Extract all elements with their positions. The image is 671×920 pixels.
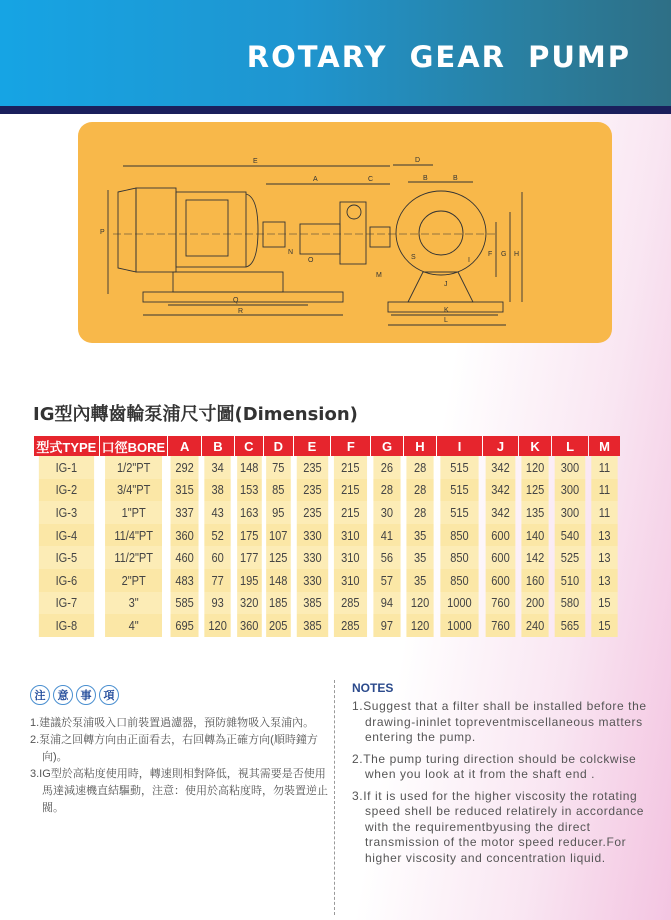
dimension-label: A: [313, 176, 318, 183]
notes-badges: [30, 685, 330, 705]
table-cell: 125: [266, 546, 290, 569]
table-cell: 540: [555, 524, 586, 547]
table-cell: 2"PT: [105, 569, 162, 592]
table-cell: 330: [296, 524, 327, 547]
table-cell: 760: [486, 592, 516, 615]
table-cell: 135: [521, 501, 548, 524]
table-cell: 300: [555, 479, 586, 502]
table-cell: 97: [374, 614, 401, 637]
table-cell: 585: [171, 592, 199, 615]
english-note-item: 2.The pump turing direction should be colckwise when you look at it from the shaft end .: [352, 751, 637, 781]
table-cell: 1000: [440, 614, 478, 637]
table-cell: 120: [406, 592, 433, 615]
notes-title: NOTES: [352, 681, 394, 695]
table-cell: 1000: [440, 592, 478, 615]
table-cell: 320: [237, 592, 261, 615]
motor-fan-cover: [118, 188, 136, 272]
table-cell: 148: [266, 569, 290, 592]
pump-casing: [340, 202, 366, 264]
table-cell: 120: [521, 456, 548, 479]
column-header: 口徑BORE: [100, 436, 167, 456]
table-cell: 107: [266, 524, 290, 547]
table-cell: IG-1: [39, 456, 94, 479]
dimension-label: B: [423, 175, 428, 182]
column-header: L: [552, 436, 588, 456]
column-header: E: [294, 436, 331, 456]
table-cell: 35: [406, 546, 433, 569]
table-cell: 330: [296, 569, 327, 592]
table-cell: 15: [591, 614, 617, 637]
table-cell: 695: [171, 614, 199, 637]
table-cell: 3": [105, 592, 162, 615]
table-row: [34, 569, 620, 592]
table-cell: 160: [521, 569, 548, 592]
table-row: [34, 592, 620, 615]
table-cell: 185: [266, 592, 290, 615]
table-cell: 11/4"PT: [105, 524, 162, 547]
coupling: [263, 222, 285, 247]
table-cell: 52: [205, 524, 232, 547]
dimension-label: I: [468, 257, 470, 264]
table-row: [34, 614, 620, 637]
table-cell: 13: [591, 569, 617, 592]
dimension-label: F: [488, 251, 493, 258]
table-cell: 125: [521, 479, 548, 502]
table-cell: 175: [237, 524, 261, 547]
column-header: 型式TYPE: [34, 436, 99, 456]
table-cell: 760: [486, 614, 516, 637]
table-header-row: [34, 436, 620, 456]
chinese-note-item: 3.IG型於高粘度使用時，轉速則相對降低，視其需要是否使用馬達減速機直結驅動，注意：使用於高粘度時，勿裝置逆止閥。: [30, 768, 328, 814]
pump-end-view: [396, 191, 486, 275]
table-cell: 153: [237, 479, 261, 502]
table-cell: 330: [296, 546, 327, 569]
table-row: [34, 501, 620, 524]
notes-divider: [334, 680, 335, 915]
table-cell: 163: [237, 501, 261, 524]
bearing-housing: [300, 224, 340, 254]
table-cell: 34: [205, 456, 232, 479]
table-cell: 11: [591, 479, 617, 502]
table-cell: 195: [237, 569, 261, 592]
table-cell: 75: [266, 456, 290, 479]
table-cell: 337: [171, 501, 199, 524]
dimension-label: O: [308, 257, 314, 264]
table-cell: 215: [334, 456, 367, 479]
table-cell: 43: [205, 501, 232, 524]
table-cell: 285: [334, 614, 367, 637]
table-cell: 300: [555, 456, 586, 479]
column-header: G: [371, 436, 403, 456]
table-cell: IG-3: [39, 501, 94, 524]
page-title: ROTARY GEAR PUMP: [246, 40, 631, 74]
table-cell: 285: [334, 592, 367, 615]
dimension-label: D: [415, 157, 421, 164]
header-banner: [0, 0, 671, 106]
table-row: [34, 479, 620, 502]
table-cell: 177: [237, 546, 261, 569]
column-header: M: [589, 436, 620, 456]
table-cell: 28: [406, 456, 433, 479]
table-cell: 342: [486, 479, 516, 502]
table-cell: IG-8: [39, 614, 94, 637]
section-title: IG型內轉齒輪泵浦尺寸圖(Dimension): [33, 404, 358, 425]
table-cell: 148: [237, 456, 261, 479]
table-cell: 385: [296, 614, 327, 637]
column-header: D: [264, 436, 293, 456]
dimension-label: L: [444, 317, 448, 324]
notes-badge: 事: [76, 685, 96, 705]
table-cell: 95: [266, 501, 290, 524]
english-note-item: 1.Suggest that a filter shall be installed before the drawing-ininlet topreventmiscellaneous matters entering the pump.: [352, 699, 647, 744]
column-header: J: [483, 436, 518, 456]
table-cell: 850: [440, 524, 478, 547]
table-cell: 13: [591, 546, 617, 569]
table-cell: 142: [521, 546, 548, 569]
table-cell: 60: [205, 546, 232, 569]
table-cell: 1"PT: [105, 501, 162, 524]
chinese-note-item: 1.建議於泵浦吸入口前裝置過濾器，預防雜物吸入泵浦內。: [30, 717, 315, 729]
dimension-table: [33, 436, 621, 637]
notes-badge: 意: [53, 685, 73, 705]
table-cell: 315: [171, 479, 199, 502]
table-cell: 35: [406, 569, 433, 592]
table-cell: 120: [205, 614, 232, 637]
dimension-label: G: [501, 251, 507, 258]
table-cell: 56: [374, 546, 401, 569]
table-row: [34, 524, 620, 547]
table-cell: 483: [171, 569, 199, 592]
table-cell: 460: [171, 546, 199, 569]
table-cell: 140: [521, 524, 548, 547]
dimension-label: Q: [233, 297, 239, 304]
english-note-item: 3.If it is used for the higher viscosity the rotating speed shell be reduced relatirely in accordance with the requirementbyusing the direct transmission of the motor speed reducer.For higher viscosity and concentration liquid.: [352, 788, 645, 865]
base-plate: [143, 292, 343, 302]
table-cell: 515: [440, 479, 478, 502]
table-cell: 310: [334, 524, 367, 547]
table-cell: 292: [171, 456, 199, 479]
column-header: K: [519, 436, 551, 456]
table-cell: 94: [374, 592, 401, 615]
table-cell: 600: [486, 524, 516, 547]
column-header: I: [437, 436, 482, 456]
table-cell: 15: [591, 592, 617, 615]
dimension-label: P: [100, 229, 105, 236]
notes-badge: 項: [99, 685, 119, 705]
table-cell: 235: [296, 456, 327, 479]
table-cell: 1/2"PT: [105, 456, 162, 479]
table-cell: 4": [105, 614, 162, 637]
table-cell: 515: [440, 456, 478, 479]
table-cell: IG-2: [39, 479, 94, 502]
dimension-label: B: [453, 175, 458, 182]
table-cell: 3/4"PT: [105, 479, 162, 502]
dimension-label: S: [411, 254, 416, 261]
table-cell: 38: [205, 479, 232, 502]
table-cell: 30: [374, 501, 401, 524]
pump-dimension-diagram: [78, 122, 612, 343]
table-cell: 120: [406, 614, 433, 637]
dimension-label: N: [288, 249, 294, 256]
table-cell: 85: [266, 479, 290, 502]
table-cell: 235: [296, 479, 327, 502]
table-cell: 360: [171, 524, 199, 547]
table-cell: 310: [334, 546, 367, 569]
table-cell: 11: [591, 501, 617, 524]
table-cell: 28: [374, 479, 401, 502]
dimension-label: H: [514, 251, 520, 258]
column-header: C: [235, 436, 264, 456]
table-cell: 342: [486, 501, 516, 524]
column-header: H: [404, 436, 436, 456]
valve: [370, 227, 390, 247]
table-cell: 850: [440, 569, 478, 592]
notes-badge: 注: [30, 685, 50, 705]
table-cell: 35: [406, 524, 433, 547]
table-cell: IG-6: [39, 569, 94, 592]
table-cell: 11: [591, 456, 617, 479]
table-cell: 360: [237, 614, 261, 637]
table-cell: 215: [334, 479, 367, 502]
table-cell: 235: [296, 501, 327, 524]
table-cell: 510: [555, 569, 586, 592]
table-cell: 580: [555, 592, 586, 615]
column-header: B: [202, 436, 233, 456]
table-cell: 215: [334, 501, 367, 524]
dimension-label: J: [444, 281, 448, 288]
table-row: [34, 456, 620, 479]
dimension-label: M: [376, 272, 382, 279]
table-cell: IG-5: [39, 546, 94, 569]
table-cell: 525: [555, 546, 586, 569]
dimension-label: C: [368, 176, 374, 183]
table-cell: IG-4: [39, 524, 94, 547]
table-cell: 200: [521, 592, 548, 615]
dimension-label: K: [444, 307, 449, 314]
column-header: A: [168, 436, 201, 456]
table-cell: 600: [486, 569, 516, 592]
table-cell: 310: [334, 569, 367, 592]
table-cell: 300: [555, 501, 586, 524]
english-notes: [352, 681, 652, 872]
table-cell: 600: [486, 546, 516, 569]
table-cell: 342: [486, 456, 516, 479]
table-cell: 57: [374, 569, 401, 592]
table-cell: 565: [555, 614, 586, 637]
table-cell: 205: [266, 614, 290, 637]
column-header: F: [331, 436, 370, 456]
table-cell: 93: [205, 592, 232, 615]
chinese-note-item: 2.泵浦之回轉方向由正面看去，右回轉為正確方向(順時鐘方向)。: [30, 734, 318, 763]
table-cell: 28: [406, 501, 433, 524]
table-row: [34, 546, 620, 569]
table-cell: 11/2"PT: [105, 546, 162, 569]
table-cell: 26: [374, 456, 401, 479]
table-cell: 28: [406, 479, 433, 502]
table-cell: 41: [374, 524, 401, 547]
chinese-notes: [30, 685, 330, 817]
table-cell: 850: [440, 546, 478, 569]
header-divider: [0, 106, 671, 114]
table-cell: 515: [440, 501, 478, 524]
table-cell: 77: [205, 569, 232, 592]
table-cell: IG-7: [39, 592, 94, 615]
dimension-label: R: [238, 308, 244, 315]
dimension-label: E: [253, 158, 258, 165]
table-cell: 240: [521, 614, 548, 637]
table-cell: 13: [591, 524, 617, 547]
table-cell: 385: [296, 592, 327, 615]
